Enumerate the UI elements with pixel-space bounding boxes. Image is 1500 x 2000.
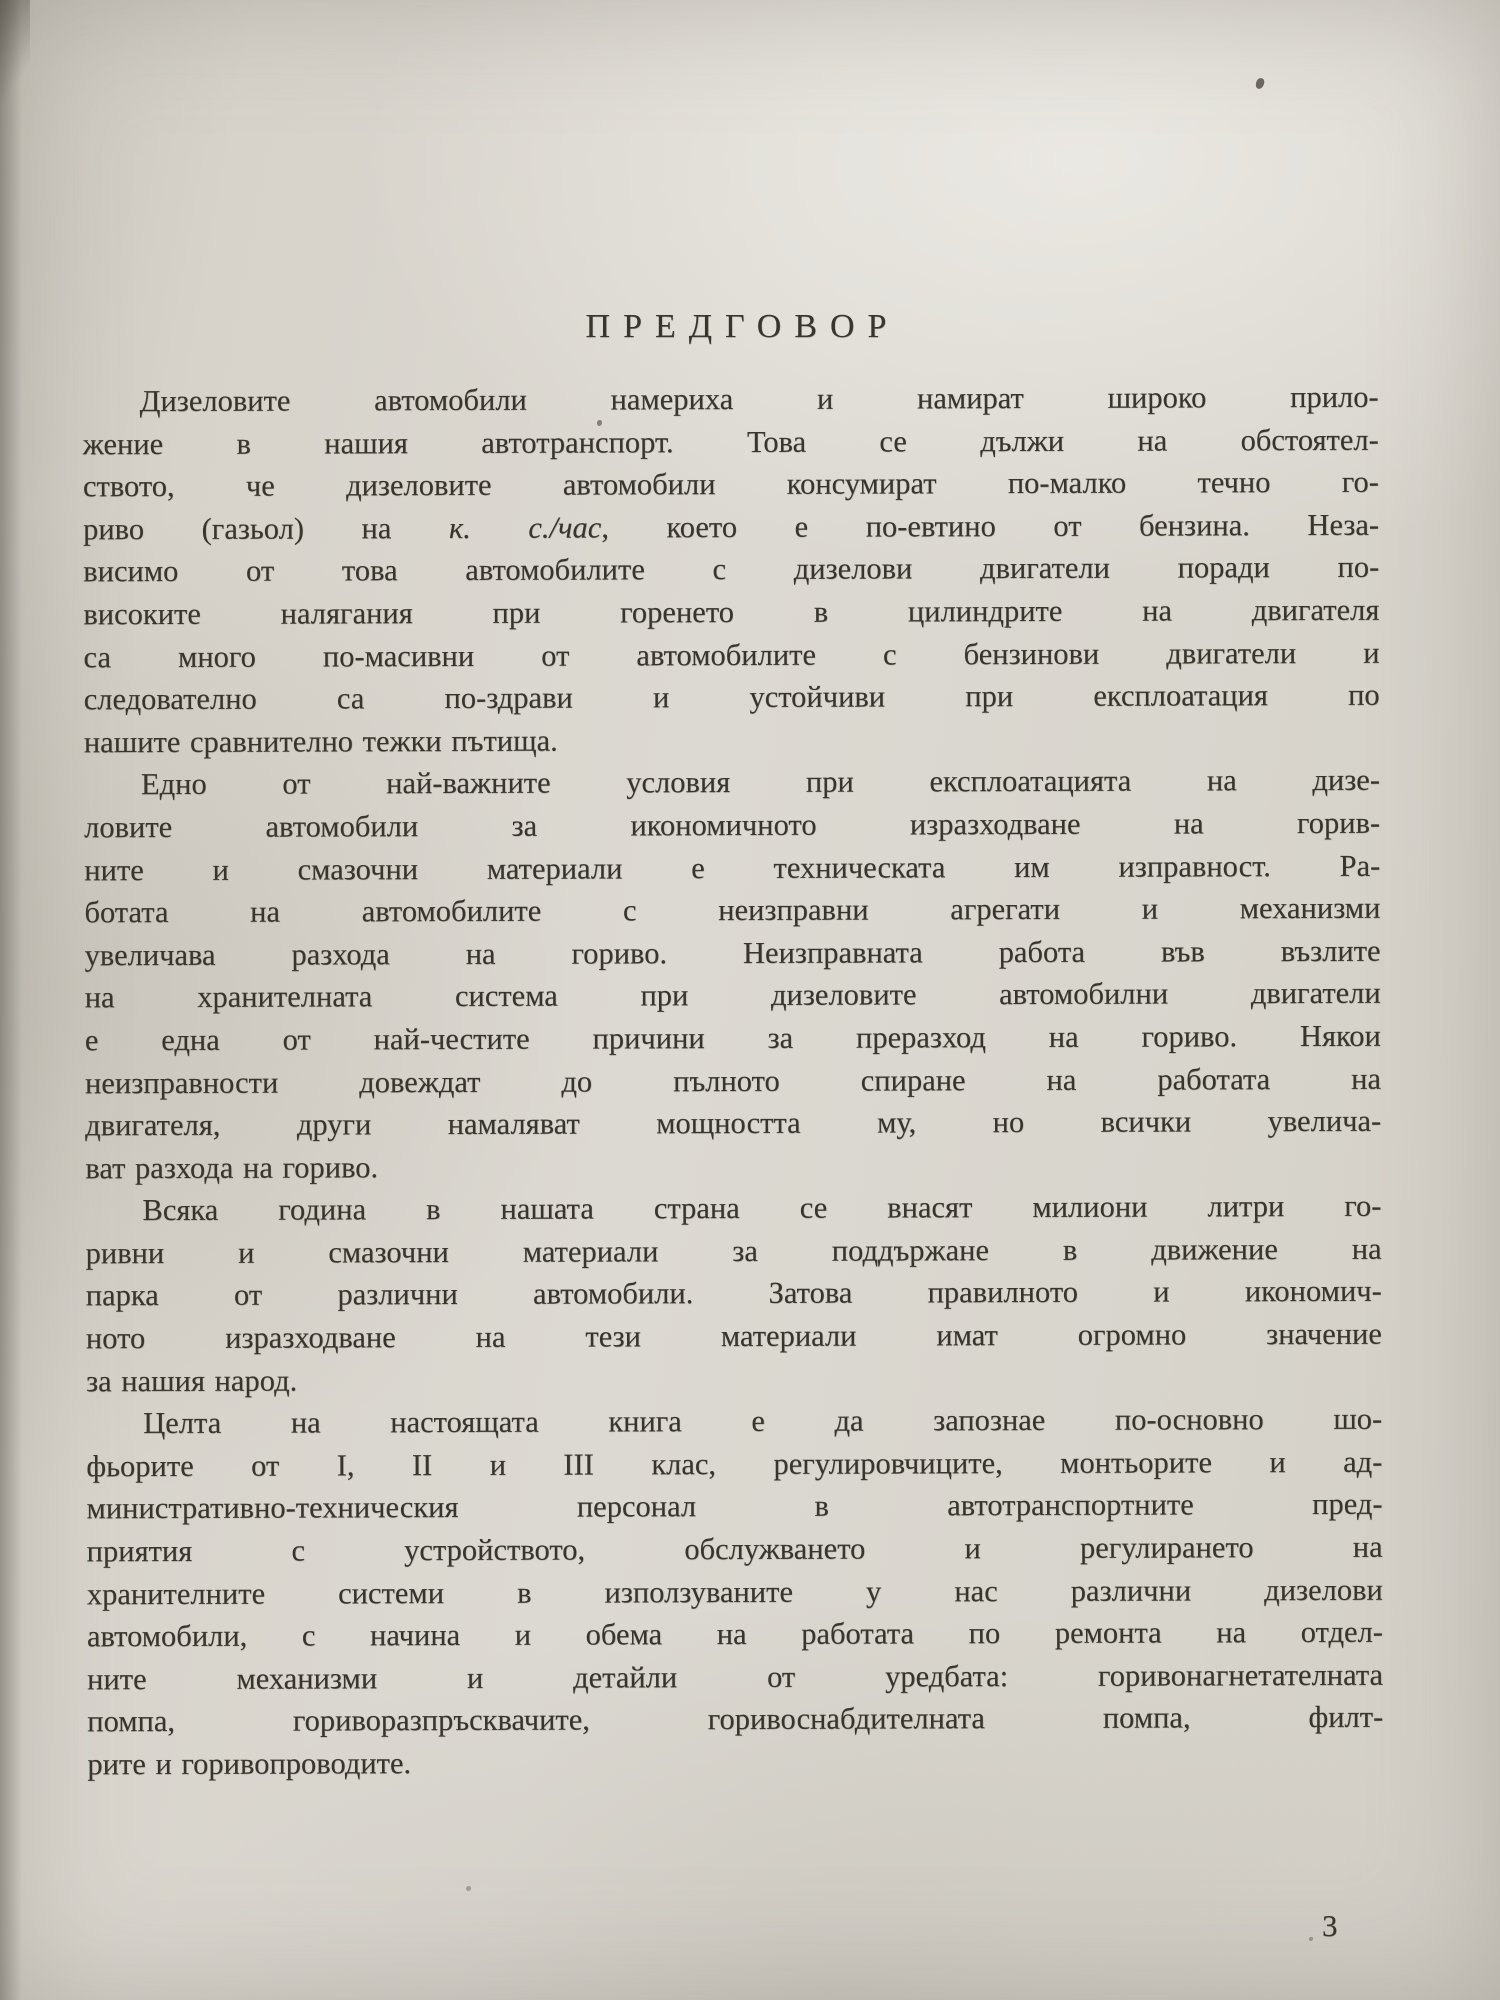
text-segment: приятия с устройството, обслужването и регулирането на xyxy=(86,1529,1383,1569)
ink-speck xyxy=(466,1886,471,1891)
ink-speck xyxy=(1309,1937,1313,1941)
page-gutter-shadow xyxy=(0,0,22,2000)
text-line xyxy=(86,1228,1382,1275)
text-segment: ловите автомобили за икономичното изразходване на горив- xyxy=(84,805,1381,845)
text-line xyxy=(86,1355,1382,1402)
italic-text-segment: к. с./час xyxy=(448,510,602,545)
text-segment: за нашия народ. xyxy=(85,1363,298,1398)
text-line xyxy=(84,802,1380,849)
text-segment: е една от най-честите причини за преразход на гориво. Някои xyxy=(84,1018,1381,1058)
text-line xyxy=(83,418,1379,465)
text-segment: високите налягания при горенето в цилиндрите на двигателя xyxy=(83,592,1380,632)
text-line xyxy=(84,887,1380,934)
text-segment: хранителните системи в използуваните у нас различни дизелови xyxy=(86,1572,1383,1611)
text-segment: автомобили, с начина и обема на работата по ремонта на отдел- xyxy=(86,1614,1383,1654)
text-segment: двигателя, други намаляват мощността му, но всички увелича- xyxy=(85,1103,1382,1143)
text-line xyxy=(83,461,1379,508)
text-line xyxy=(87,1739,1383,1786)
text-line xyxy=(86,1313,1382,1360)
text-segment: Едно от най-важните условия при експлоатацията на дизе- xyxy=(140,763,1381,802)
page-title: ПРЕДГОВОР xyxy=(585,308,900,345)
text-segment: на хранителната система при дизеловите автомобилни двигатели xyxy=(84,976,1381,1015)
text-segment: увеличава разхода на гориво. Неизправната работа във възлите xyxy=(84,933,1381,972)
paragraph xyxy=(86,1398,1383,1786)
paragraph xyxy=(83,376,1380,764)
text-segment: неизправности довеждат до пълното спиране на работата на xyxy=(84,1061,1382,1100)
text-line xyxy=(85,1015,1381,1062)
text-line xyxy=(84,844,1380,891)
text-segment: следователно са по-здрави и устойчиви при експлоатация по xyxy=(83,677,1380,717)
text-segment: риво (газьол) на xyxy=(83,510,449,547)
text-line xyxy=(87,1696,1383,1743)
ink-speck xyxy=(1255,77,1265,90)
text-line xyxy=(85,1100,1381,1147)
text-segment: ват разхода на гориво. xyxy=(85,1149,379,1185)
paragraph xyxy=(85,1185,1382,1402)
text-line xyxy=(84,716,1380,763)
text-line xyxy=(83,589,1379,636)
text-segment: ните механизми и детайли от уредбата: горивонагнетателната xyxy=(87,1657,1384,1697)
text-line xyxy=(83,631,1379,678)
paper-corner-shadow xyxy=(0,0,30,110)
text-line xyxy=(85,1185,1381,1232)
text-line xyxy=(83,376,1379,423)
text-segment: парка от различни автомобили. Затова правилното и икономич- xyxy=(85,1274,1382,1313)
text-segment: Дизеловите автомобили намериха и намират широко прило- xyxy=(139,379,1379,419)
text-line xyxy=(87,1526,1383,1573)
text-segment: ното изразходване на тези материали имат огромно значение xyxy=(85,1316,1382,1356)
text-segment: фьорите от I, II и III клас, регулировчиците, монтьорите и ад- xyxy=(86,1444,1383,1484)
text-line xyxy=(84,759,1380,806)
text-segment: са много по-масивни от автомобилите с бензинови двигатели и xyxy=(83,635,1380,674)
text-segment: нашите сравнително тежки пътища. xyxy=(83,723,558,760)
text-line xyxy=(87,1654,1383,1701)
text-segment: Целта на настоящата книга е да запознае по-основно шо- xyxy=(143,1401,1383,1441)
text-line xyxy=(84,674,1380,721)
text-segment: ривни и смазочни материали за поддържане в движение на xyxy=(85,1231,1382,1271)
text-line xyxy=(84,929,1380,976)
text-line xyxy=(85,972,1381,1019)
text-line xyxy=(83,546,1379,593)
text-segment: висимо от това автомобилите с дизелови двигатели поради по- xyxy=(83,550,1380,589)
text-segment: ството, че дизеловите автомобили консумират по-малко течно го- xyxy=(82,464,1379,504)
text-segment: помпа, гориворазпръсквачите, горивоснабдителната помпа, филт- xyxy=(87,1700,1384,1739)
text-segment: министративно-техническия персонал в автотранспортните пред- xyxy=(86,1487,1383,1526)
text-line xyxy=(87,1611,1383,1658)
text-line xyxy=(86,1483,1382,1530)
text-line xyxy=(87,1568,1383,1615)
text-segment: рите и горивопроводите. xyxy=(87,1746,412,1782)
text-segment: Всяка година в нашата страна се внасят милиони литри го- xyxy=(142,1189,1382,1228)
page-number: 3 xyxy=(1322,1908,1339,1943)
paragraph xyxy=(84,759,1381,1189)
text-segment: ботата на автомобилите с неизправни агрегати и механизми xyxy=(84,890,1381,930)
text-segment: жение в нашия автотранспорт. Това се дължи на обстоятел- xyxy=(82,422,1379,461)
text-segment: , което е по-евтино от бензина. Неза- xyxy=(601,507,1380,545)
text-line xyxy=(83,504,1379,551)
text-line xyxy=(85,1057,1381,1104)
text-segment: ните и смазочни материали е техническата им изправност. Ра- xyxy=(84,848,1381,887)
text-line xyxy=(86,1441,1382,1488)
text-line xyxy=(86,1398,1382,1445)
text-line xyxy=(86,1270,1382,1317)
preface-text xyxy=(83,376,1384,1786)
text-line xyxy=(85,1142,1381,1189)
